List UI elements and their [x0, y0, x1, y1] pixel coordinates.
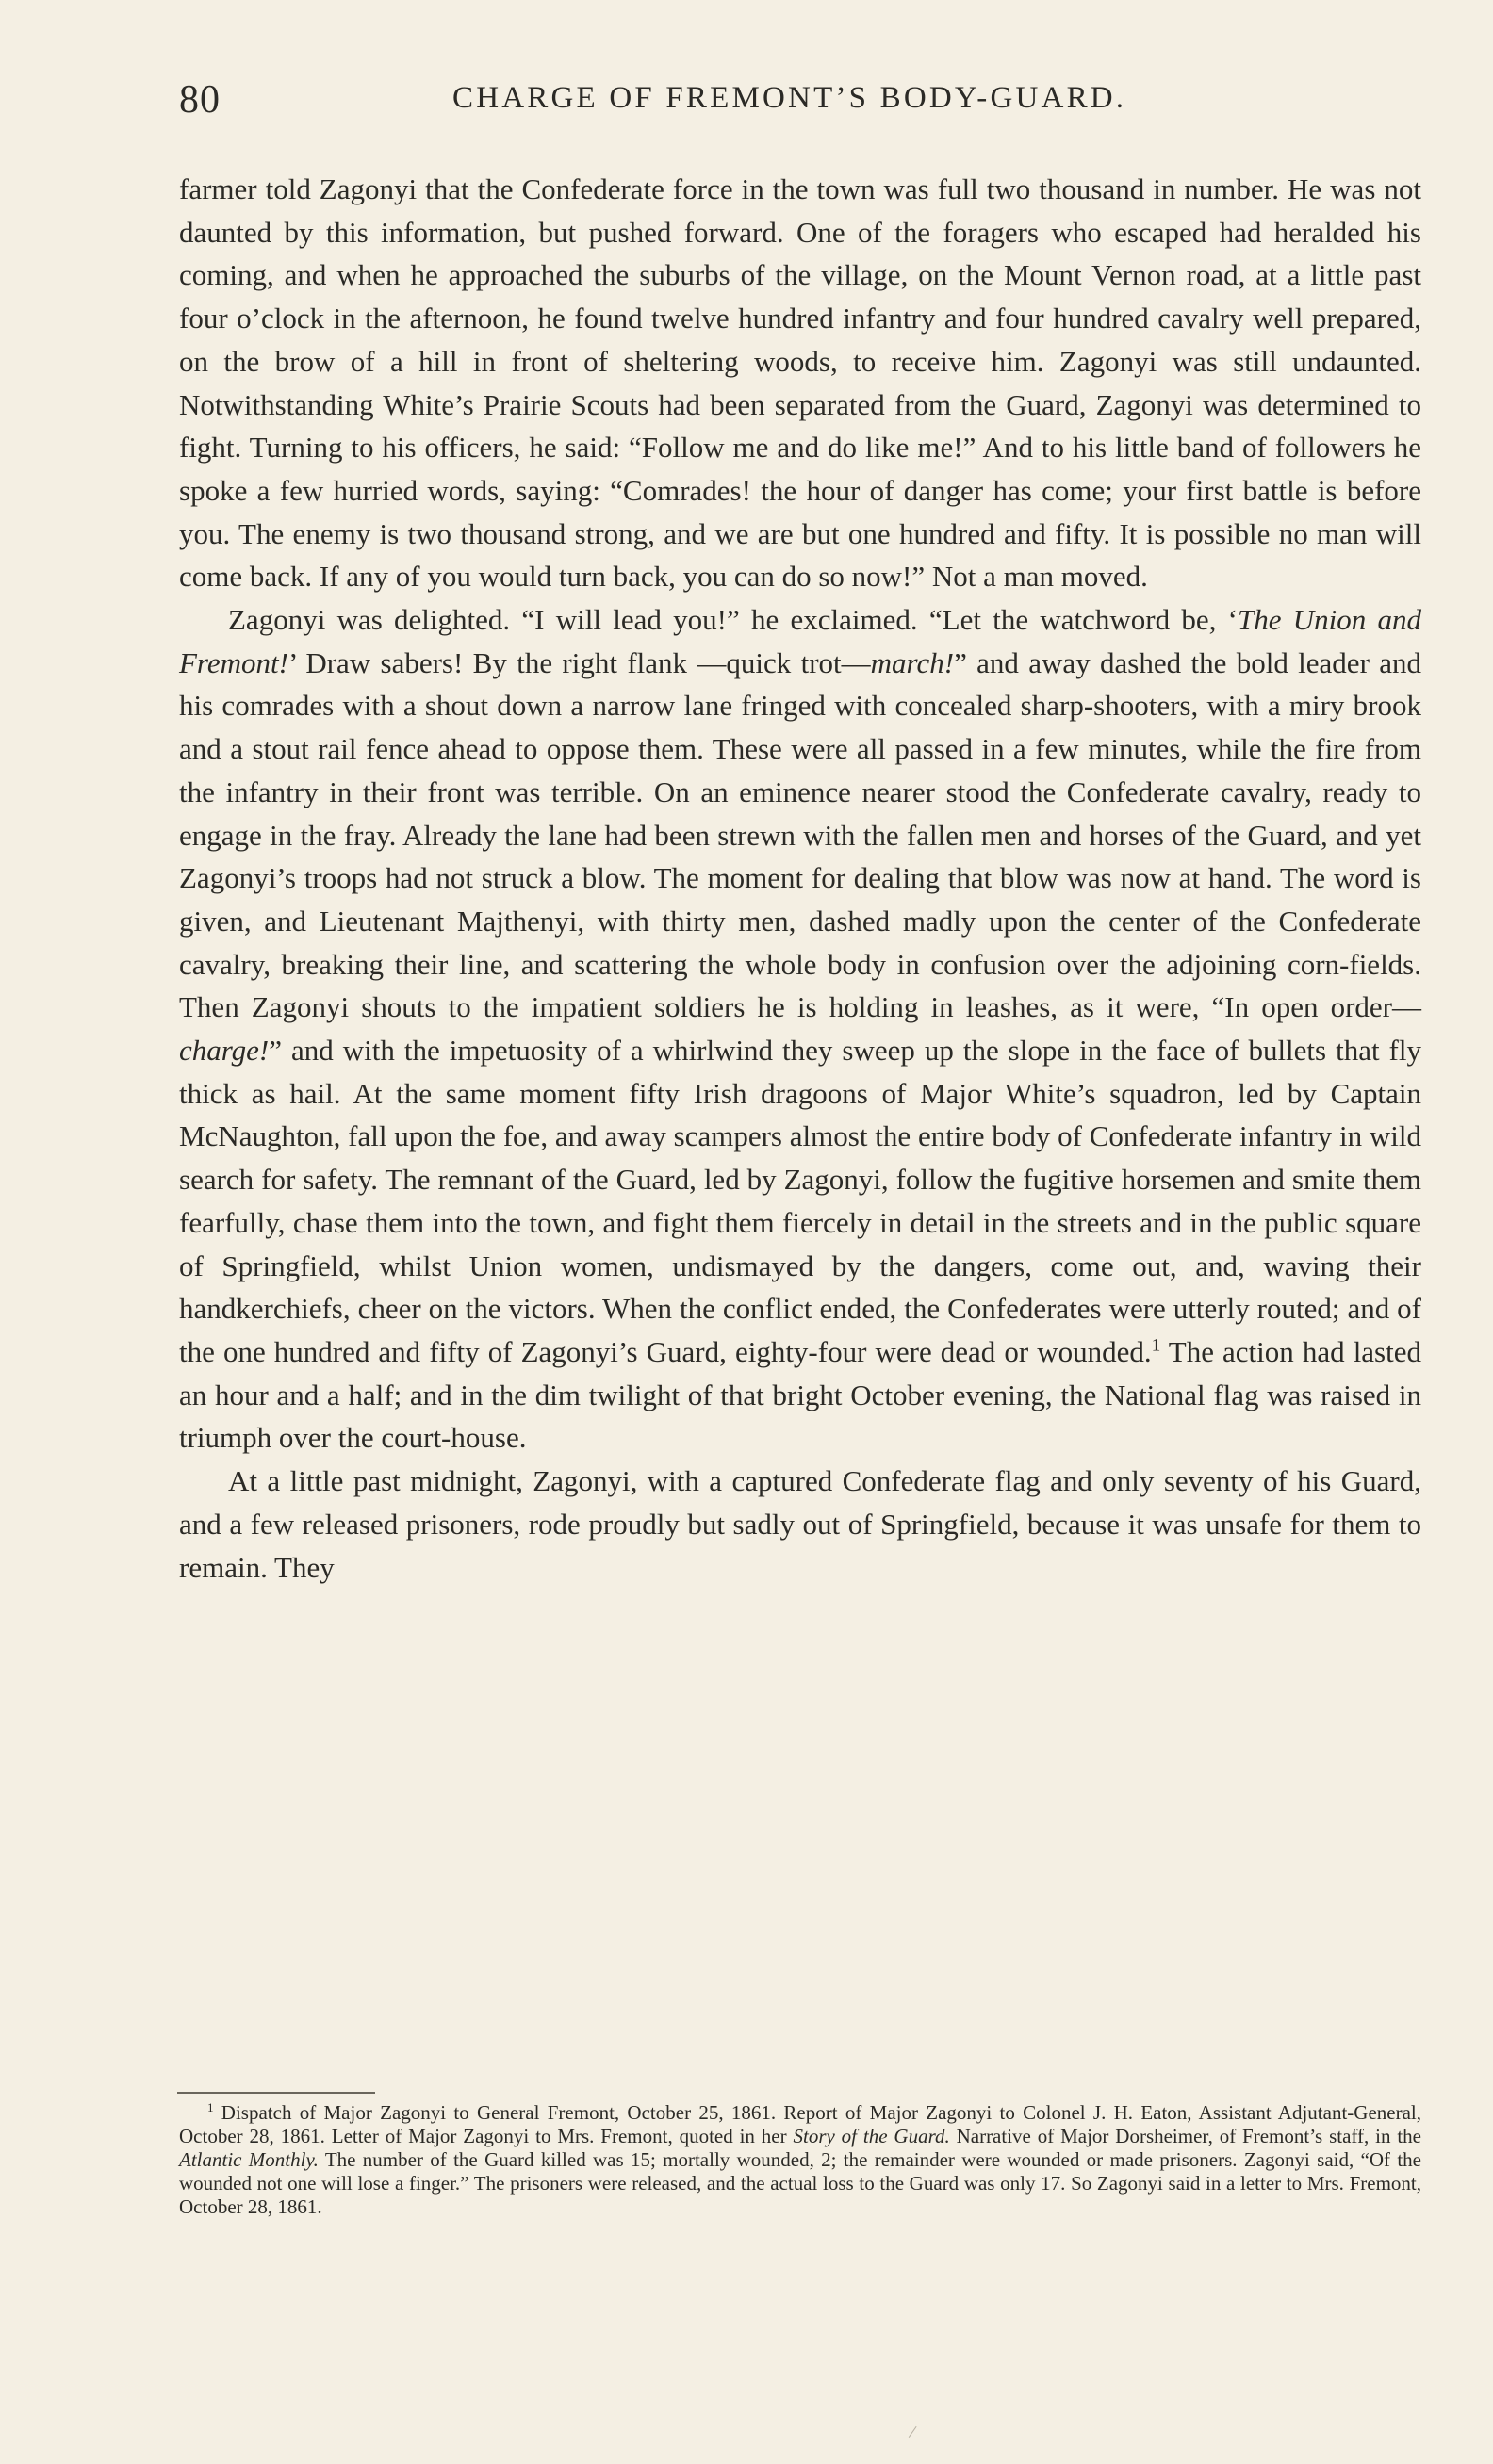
paragraph-1-text: farmer told Zagonyi that the Confederate force in the town was full two thousand in number. He was not daunted by this information, but pushed forward. One of the foragers who escaped had heralded his coming, and when he approached the suburbs of the village, on the Mount Vernon road, at a little past four o’clock in the afternoon, he found twelve hundred infantry and four hundred cavalry well prepared, on the brow of a hill in front of sheltering woods, to receive him. Zagonyi was still undaunted. Notwithstanding White’s Prairie Scouts had been separated from the Guard, Zagonyi was determined to fight. Turning to his officers, he said: “Follow me and do like me!” And to his little band of followers he spoke a few hurried words, saying: “Comrades! the hour of danger has come; your first battle is before you. The enemy is two thousand strong, and we are but one hundred and fifty. It is possible no man will come back. If any of you would turn back, you can do so now!” Not a man moved. — [179, 172, 1421, 594]
paragraph-2 — [179, 598, 1421, 1460]
footnote-magazine-title: Atlantic Monthly. — [179, 2148, 319, 2171]
footnote-text-c: The number of the Guard killed was 15; mortally wounded, 2; the remainder were wounded or made prisoners. Zagonyi said, “Of the wounded not one will lose a finger.” The prisoners were released, and the actual loss to the Guard was only 17. So Zagonyi said in a letter to Mrs. Fremont, October 28, 1861. — [179, 2148, 1422, 2218]
paragraph-3-text: At a little past midnight, Zagonyi, with a captured Confederate flag and only seventy of his Guard, and a few released prisoners, rode proudly but sadly out of Springfield, because it was unsafe for them to remain. They — [179, 1464, 1421, 1584]
footnote-text-b: Narrative of Major Dorsheimer, of Fremont’s staff, in the — [949, 2125, 1421, 2147]
stray-pencil-mark — [909, 2426, 918, 2439]
footnote-marker: 1 — [207, 2100, 214, 2114]
paragraph-1 — [179, 168, 1421, 598]
footnote — [179, 2101, 1421, 2219]
footnote-rule — [177, 2092, 375, 2094]
paragraph-2-text-e: The action had lasted an hour and a half; and in the dim twilight of that bright October evening, the National flag was raised in triumph over the court-house. — [179, 1334, 1421, 1455]
footnote-book-title: Story of the Guard. — [793, 2125, 950, 2147]
page-header — [179, 77, 1421, 124]
page-number: 80 — [179, 78, 221, 122]
body-text — [179, 168, 1421, 1589]
paragraph-2-text-b: ’ Draw sabers! By the right flank —quick trot— — [287, 645, 871, 679]
march-italic: march! — [870, 645, 955, 679]
footnote-reference: 1 — [1151, 1335, 1161, 1356]
paragraph-2-text-a: Zagonyi was delighted. “I will lead you!” he exclaimed. “Let the watchword be, ‘ — [228, 603, 1238, 637]
running-head: CHARGE OF FREMONT’S BODY-GUARD. — [452, 81, 1127, 115]
paragraph-2-text-d: ” and with the impetuosity of a whirlwind they sweep up the slope in the face of bullets that fly thick as hail. At the same moment fifty Irish dragoons of Major White’s squadron, led by Captain McNaughton, fall upon the foe, and away scampers almost the entire body of Confederate infantry in wild search for safety. The remnant of the Guard, led by Zagonyi, follow the fugitive horsemen and smite them fearfully, chase them into the town, and fight them fiercely in detail in the streets and in the public square of Springfield, whilst Union women, undismayed by the dangers, come out, and, waving their handkerchiefs, cheer on the victors. When the conflict ended, the Confederates were utterly routed; and of the one hundred and fifty of Zagonyi’s Guard, eighty-four were dead or wounded. — [179, 1034, 1421, 1368]
paragraph-3 — [179, 1460, 1421, 1589]
watchword-italic: The Union and Fremont! — [179, 603, 1421, 679]
paragraph-2-text-c: ” and away dashed the bold leader and his comrades with a shout down a narrow lane fringed with concealed sharp-shooters, with a miry brook and a stout rail fence ahead to oppose them. These were all passed in a few minutes, while the fire from the infantry in their front was terrible. On an eminence nearer stood the Confederate cavalry, ready to engage in the fray. Already the lane had been strewn with the fallen men and horses of the Guard, and yet Zagonyi’s troops had not struck a blow. The moment for dealing that blow was now at hand. The word is given, and Lieutenant Majthenyi, with thirty men, dashed madly upon the center of the Confederate cavalry, breaking their line, and scattering the whole body in confusion over the adjoining corn-fields. Then Zagonyi shouts to the impatient soldiers he is holding in leashes, as it were, “In open order— — [179, 645, 1422, 1024]
charge-italic: charge! — [179, 1034, 270, 1068]
footnote-text-a: Dispatch of Major Zagonyi to General Fremont, October 25, 1861. Report of Major Zagonyi to Colonel J. H. Eaton, Assistant Adjutant-General, October 28, 1861. Letter of Major Zagonyi to Mrs. Fremont, quoted in her — [179, 2101, 1421, 2147]
